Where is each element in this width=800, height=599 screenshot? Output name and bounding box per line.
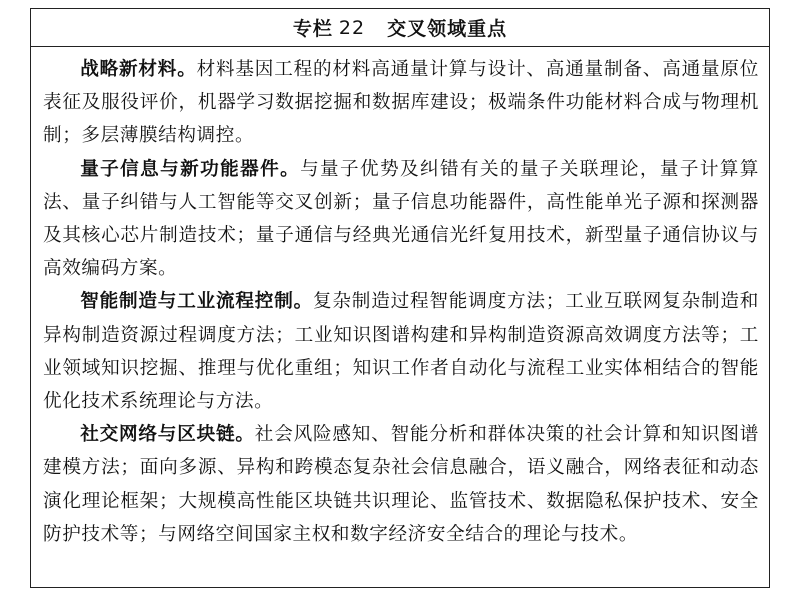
section-text: 复杂制造过程智能调度方法；工业互联网复杂制造和异构制造资源过程调度方法；工业知识图谱构建和异构制造资源高效调度方法等；工业领域知识挖掘、推理与优化重组；知识工作者自动化与流程工业实体相结合的智能优化技术系统理论与方法。: [43, 291, 759, 413]
section-manufacturing: [43, 285, 759, 418]
section-quantum: [43, 153, 759, 286]
section-heading: 社交网络与区块链。: [80, 424, 255, 446]
section-text: 材料基因工程的材料高通量计算与设计、高通量制备、高通量原位表征及服役评价，机器学习数据挖掘和数据库建设；极端条件功能材料合成与物理机制；多层薄膜结构调控。: [43, 59, 759, 147]
column-body: [31, 47, 769, 551]
column-box: [30, 8, 770, 588]
section-heading: 智能制造与工业流程控制。: [80, 291, 313, 313]
section-heading: 量子信息与新功能器件。: [80, 158, 301, 180]
section-text: 社会风险感知、智能分析和群体决策的社会计算和知识图谱建模方法；面向多源、异构和跨模态复杂社会信息融合，语义融合，网络表征和动态演化理论框架；大规模高性能区块链共识理论、监管技术、数据隐私保护技术、安全防护技术等；与网络空间国家主权和数字经济安全结合的理论与技术。: [43, 424, 759, 545]
section-blockchain: [43, 418, 759, 551]
column-header: [31, 9, 769, 47]
section-heading: 战略新材料。: [80, 59, 197, 80]
column-label: 专栏: [292, 18, 333, 40]
section-text: 与量子优势及纠错有关的量子关联理论，量子计算算法、量子纠错与人工智能等交叉创新；量子信息功能器件，高性能单光子源和探测器及其核心芯片制造技术；量子通信与经典光通信光纤复用技术，新型量子通信协议与高效编码方案。: [43, 158, 759, 280]
column-number: 22: [338, 16, 366, 39]
column-title: 交叉领域重点: [387, 18, 508, 40]
section-materials: [43, 53, 759, 153]
